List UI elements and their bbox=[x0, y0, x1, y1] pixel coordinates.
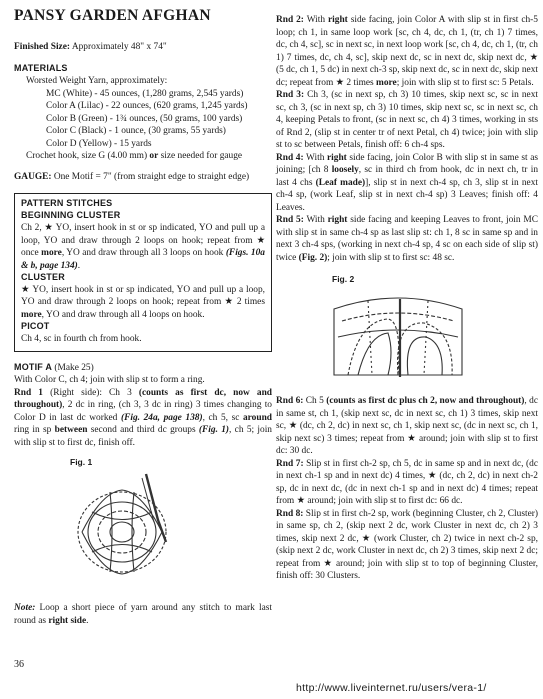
bc-figure-ref: (Figs. 10a & b, page 134) bbox=[21, 248, 265, 271]
materials-line: Color C (Black) - 1 ounce, (30 grams, 55 yards) bbox=[46, 126, 226, 137]
note-label: Note: bbox=[14, 603, 36, 614]
r2-text: With bbox=[303, 15, 328, 25]
cluster-text bbox=[21, 284, 265, 322]
gauge-label: GAUGE: bbox=[14, 171, 52, 182]
note-text: Loop a short piece of yarn around any stitch to mark last round as bbox=[14, 603, 272, 626]
footer-url: http://www.liveinternet.ru/users/vera-1/ bbox=[296, 682, 487, 694]
figure-2-crochet-diagram bbox=[328, 291, 468, 381]
cl-more: more bbox=[21, 309, 42, 320]
r4-text: side facing, join Color B with slip st in same st as joining; [ch 8 bbox=[276, 152, 539, 175]
motif-a bbox=[14, 362, 272, 375]
gauge-text: One Motif = 7" (from straight edge to straight edge) bbox=[51, 171, 250, 182]
r7-text: Slip st in first ch-2 sp, ch 5, dc in same sp and in next dc, (dc in next ch-1 sp and in next dc) 4 times, ★ (dc, ch 2, dc) in next ch-2 sp, dc in next dc, (dc in next ch-1 sp and in next dc) 4 times; repeat from ★ around; join with slip st to first dc: 66 dc. bbox=[276, 458, 538, 506]
r4-text: , sc in third ch from hook, dc in next ch, tr in last 4 chs bbox=[276, 165, 539, 188]
round-7 bbox=[276, 458, 538, 508]
r4-bold: (Leaf made) bbox=[315, 177, 366, 188]
materials-line: MC (White) - 45 ounces, (1,280 grams, 2,545 yards) bbox=[46, 88, 244, 99]
right-column bbox=[276, 14, 538, 583]
r2-bold: more bbox=[376, 77, 397, 88]
r1-figure-ref: (Fig. 24a, page 138) bbox=[120, 412, 203, 423]
r2-text: side facing, join Color A with slip st in first ch-5 loop; ch 1, in same loop work [sc, ch 4, dc, ch 1, (tr, ch 1) 7 times, dc, ch 4, sc], sc in next sc, in next loop work [sc, ch 4, dc, ch 1, (tr, ch 1) 7 times, dc, ch 4, sc], skip next dc, sc in next dc, skip next dc, ★ (5 dc, ch 1, 5 dc) in next ch-3 sp, skip next dc, sc in next dc, skip next dc; repeat from ★ 2 times bbox=[276, 15, 538, 88]
round-label: Rnd 6: bbox=[276, 396, 304, 406]
r3-text: Ch 3, (sc in next sp, ch 3) 10 times, skip next sc, sc in next sc, ch 3, (sc in next sp, ch 3) 10 times, skip next sc, sc in next sc, ch 4, keeping Petals to front, (sc in next sc, ch 4) 3 times, working in sts of Rnd 2, (slip st in center tr of next Petal, ch 4) twice; join with slip st to sc between Petals, finish off: 6 ch-4 sps. bbox=[276, 90, 538, 150]
figure-2-label bbox=[276, 274, 538, 287]
cluster-heading: CLUSTER bbox=[21, 272, 65, 283]
cl-text: ★ YO, insert hook in st or sp indicated, YO and pull up a loop, YO and draw through 2 loops on hook; repeat from ★ 2 times bbox=[21, 284, 265, 308]
materials-heading: MATERIALS bbox=[14, 63, 68, 74]
page-number: 36 bbox=[14, 659, 24, 670]
r2-text: ; join with slip st to first sc: 5 Petals. bbox=[396, 77, 534, 88]
materials-line: Color A (Lilac) - 22 ounces, (620 grams, 1,245 yards) bbox=[46, 101, 248, 112]
r5-text: With bbox=[303, 215, 328, 225]
r1-text: (Right side): Ch 3 bbox=[42, 387, 139, 398]
r6-text: Ch 5 bbox=[303, 396, 327, 406]
r1-text: , ch 5, sc bbox=[202, 412, 243, 423]
round-label: Rnd 3: bbox=[276, 90, 305, 100]
gauge bbox=[14, 171, 272, 184]
pattern-stitches-heading: PATTERN STITCHES bbox=[21, 198, 113, 209]
note bbox=[14, 602, 272, 627]
finished-size-text: Approximately 48" x 74" bbox=[70, 41, 167, 52]
round-3 bbox=[276, 89, 538, 152]
round-label: Rnd 8: bbox=[276, 508, 304, 519]
r1-bold: between bbox=[54, 425, 88, 436]
materials-line: Worsted Weight Yarn, approximately: bbox=[26, 76, 168, 87]
r5-bold: right bbox=[327, 215, 348, 225]
hook-text: Crochet hook, size G (4.00 mm) bbox=[26, 151, 150, 162]
round-label: Rnd 7: bbox=[276, 458, 304, 469]
figure-1-crochet-diagram bbox=[62, 472, 182, 590]
left-column bbox=[14, 6, 272, 627]
round-5 bbox=[276, 214, 538, 264]
round-2 bbox=[276, 14, 538, 89]
round-label: Rnd 2: bbox=[276, 15, 304, 25]
bc-more: more bbox=[41, 248, 62, 259]
r1-figure-ref: (Fig. 1) bbox=[198, 425, 230, 436]
materials-hook bbox=[14, 150, 272, 163]
beginning-cluster-text bbox=[21, 222, 265, 272]
finished-size-label: Finished Size: bbox=[14, 41, 70, 52]
r1-text: ring in sp bbox=[14, 425, 55, 436]
bc-end: . bbox=[77, 260, 81, 271]
hook-text-end: size needed for gauge bbox=[158, 151, 243, 162]
r1-bold: (counts as first dc, now and throughout) bbox=[14, 387, 273, 411]
materials-line: Color B (Green) - 1¾ ounces, (50 grams, 100 yards) bbox=[46, 113, 243, 124]
figure-2-caption: Fig. 2 bbox=[332, 274, 355, 284]
figure-1 bbox=[14, 472, 272, 595]
round-6 bbox=[276, 395, 538, 458]
r5-figure-ref: (Fig. 2) bbox=[298, 252, 328, 263]
motif-heading: MOTIF A bbox=[14, 361, 53, 372]
r5-text: ; join with slip st to first sc: 48 sc. bbox=[327, 252, 455, 263]
round-1 bbox=[14, 387, 272, 450]
r1-text: , 2 dc in ring, (ch 3, 3 dc in ring) 3 times changing to Color D in last dc worked bbox=[14, 400, 272, 423]
picot-text: Ch 4, sc in fourth ch from hook. bbox=[21, 334, 142, 345]
round-4 bbox=[276, 152, 538, 215]
r2-bold: right bbox=[327, 15, 348, 25]
r1-text: second and third dc groups bbox=[87, 425, 199, 436]
page-title: PANSY GARDEN AFGHAN bbox=[14, 7, 211, 24]
note-bold: right side bbox=[48, 615, 87, 626]
r1-bold: around bbox=[242, 412, 272, 423]
bc-text: Ch 2, ★ YO, insert hook in st or sp indicated, YO and pull up a loop, YO and draw through 2 loops on hook; repeat from ★ once bbox=[21, 223, 265, 259]
pattern-stitches-box bbox=[14, 193, 272, 352]
r8-text: Slip st in first ch-2 sp, work (beginning Cluster, ch 2, Cluster) in same sp, ch 2, (skip next 2 dc, work Cluster in next dc, ch 2) 3 times, skip next 2 dc, ★ (work Cluster, ch 2) twice in next ch-2 sp, (skip next 2 dc, work Cluster in next dc, ch 2) 3 times, skip next 2 dc; repeat from ★ around; join with slip st to top of beginning Cluster, finish off: 30 Clusters. bbox=[276, 508, 538, 581]
r6-bold: (counts as first dc plus ch 2, now and throughout) bbox=[326, 396, 525, 406]
motif-make: (Make 25) bbox=[52, 362, 94, 373]
bc-text-2: , YO and draw through all 3 loops on hook bbox=[61, 248, 226, 259]
motif-intro: With Color C, ch 4; join with slip st to form a ring. bbox=[14, 375, 205, 386]
r5-text: side facing and keeping Leaves to front, join MC with slip st in same ch-4 sp as last slip st: ch 1, 8 sc in same sp and in next 3 ch-4 sps, (working in next ch-4 sp, 4 sc on each side of slip st) twice bbox=[276, 215, 538, 263]
r4-bold: right bbox=[327, 152, 347, 163]
beginning-cluster-heading: BEGINNING CLUSTER bbox=[21, 210, 121, 221]
cl-text-2: , YO and draw through all 4 loops on hook. bbox=[41, 309, 205, 320]
figure-2 bbox=[276, 291, 538, 386]
picot-heading: PICOT bbox=[21, 321, 50, 332]
hook-or: or bbox=[149, 151, 159, 162]
figure-1-label bbox=[14, 457, 272, 470]
note-end: . bbox=[86, 615, 89, 626]
finished-size bbox=[14, 41, 272, 54]
r4-text: With bbox=[303, 152, 327, 163]
r6-text: , dc in same st, ch 1, (skip next sc, dc in next sc, ch 1) 3 times, skip next sc, ★ (dc, ch 2, dc) in next sc, ch 1, skip next sc, (dc in next sc, ch 1, skip next sc) 3 times; repeat from ★ around; join with slip st to first dc: 30 dc. bbox=[276, 396, 538, 456]
round-8 bbox=[276, 508, 538, 583]
r4-text: ], slip st in next ch-4 sp, ch 3, slip st in next ch-4 sp, (work Leaf, slip st in next ch-4 sp) 3 Leaves; finish off: 4 Leaves. bbox=[276, 177, 538, 213]
figure-1-caption: Fig. 1 bbox=[70, 457, 93, 468]
round-label: Rnd 4: bbox=[276, 152, 304, 163]
materials-line: Color D (Yellow) - 15 yards bbox=[46, 138, 152, 149]
r4-bold: loosely bbox=[331, 165, 359, 175]
round-label: Rnd 5: bbox=[276, 215, 304, 225]
r1-text: , ch 5; join with slip st to first dc, finish off. bbox=[14, 425, 272, 448]
round-label: Rnd 1 bbox=[14, 387, 43, 398]
